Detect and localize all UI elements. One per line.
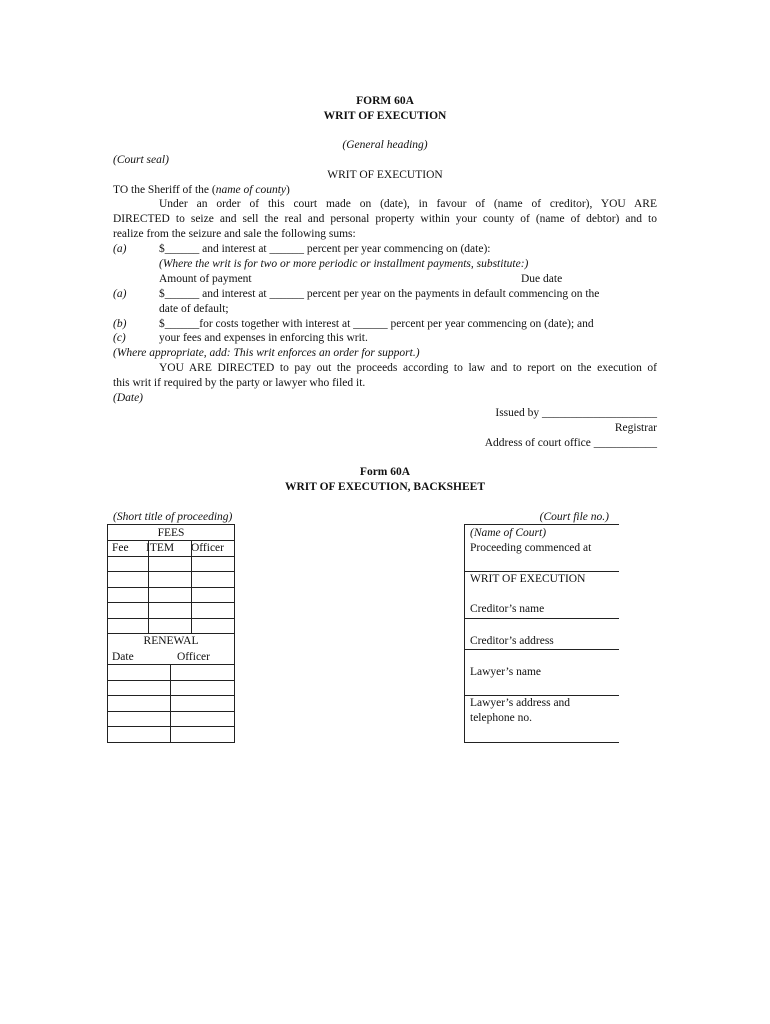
lawyers-name-label: Lawyer’s name (470, 666, 541, 678)
item-b-text: $______for costs together with interest at ______ percent per year commencing on (date); and (159, 318, 594, 330)
renewal-column-officer: Officer (177, 651, 210, 663)
writ-title: WRIT OF EXECUTION (327, 169, 443, 181)
support-order-note: (Where appropriate, add: This writ enforces an order for support.) (113, 347, 420, 359)
due-date-label: Due date (521, 273, 563, 285)
item-a-text: $______ and interest at ______ percent per year commencing on (date): (159, 243, 491, 255)
lawyers-address-label: Lawyer’s address and (470, 697, 571, 709)
proceeding-commenced-at: Proceeding commenced at (470, 542, 592, 554)
fees-column-item: ITEM (146, 542, 175, 554)
form-subtitle: WRIT OF EXECUTION (323, 110, 447, 122)
order-paragraph-line-3: realize from the seizure and sale the following sums: (113, 228, 356, 240)
item-a2-line-2: date of default; (159, 303, 229, 315)
county-placeholder: name of county (215, 184, 286, 196)
to-sheriff-suffix: ) (286, 184, 290, 196)
item-a2-label: (a) (113, 288, 127, 300)
directed-paragraph-line-2: this writ if required by the party or lawyer who filed it. (113, 377, 366, 389)
creditors-address-label: Creditor’s address (470, 635, 554, 647)
registrar-label: Registrar (614, 422, 657, 434)
amount-of-payment-label: Amount of payment (159, 273, 252, 285)
order-paragraph-line-2: DIRECTED to seize and sell the real and personal property within your county of (name of debtor) and to (113, 213, 657, 225)
item-a-label: (a) (113, 243, 127, 255)
name-of-court: (Name of Court) (470, 527, 547, 539)
court-office-address-line: Address of court office ___________ (484, 437, 657, 449)
directed-paragraph-line-1: YOU ARE DIRECTED to pay out the proceeds according to law and to report on the execution of (159, 362, 657, 374)
backsheet-form-title: Form 60A (359, 466, 411, 478)
writ-of-execution-label: WRIT OF EXECUTION (470, 573, 586, 585)
date-label: (Date) (113, 392, 144, 404)
court-file-number: (Court file no.) (539, 511, 609, 523)
short-title-of-proceeding: (Short title of proceeding) (113, 511, 233, 523)
court-seal: (Court seal) (113, 154, 169, 166)
to-sheriff-line (113, 183, 290, 197)
item-c-label: (c) (113, 332, 126, 344)
to-sheriff-prefix: TO the Sheriff of the ( (113, 184, 216, 196)
fees-column-officer: Officer (191, 542, 224, 554)
creditors-name-label: Creditor’s name (470, 603, 545, 615)
order-paragraph-line-1: Under an order of this court made on (date), in favour of (name of creditor), YOU ARE (159, 198, 657, 210)
renewal-column-date: Date (112, 651, 134, 663)
general-heading: (General heading) (342, 139, 428, 151)
item-c-text: your fees and expenses in enforcing this writ. (159, 332, 368, 344)
fees-heading: FEES (157, 527, 185, 539)
issued-by-line: Issued by ____________________ (495, 407, 657, 419)
fees-column-fee: Fee (112, 542, 129, 554)
item-a2-line-1: $______ and interest at ______ percent per year on the payments in default commencing on the (159, 288, 600, 300)
telephone-number-label: telephone no. (470, 712, 532, 724)
form-title: FORM 60A (356, 95, 414, 107)
renewal-heading: RENEWAL (143, 635, 199, 647)
backsheet-form-subtitle: WRIT OF EXECUTION, BACKSHEET (284, 481, 485, 493)
item-b-label: (b) (113, 318, 127, 330)
periodic-payments-note: (Where the writ is for two or more periodic or installment payments, substitute:) (159, 258, 529, 270)
